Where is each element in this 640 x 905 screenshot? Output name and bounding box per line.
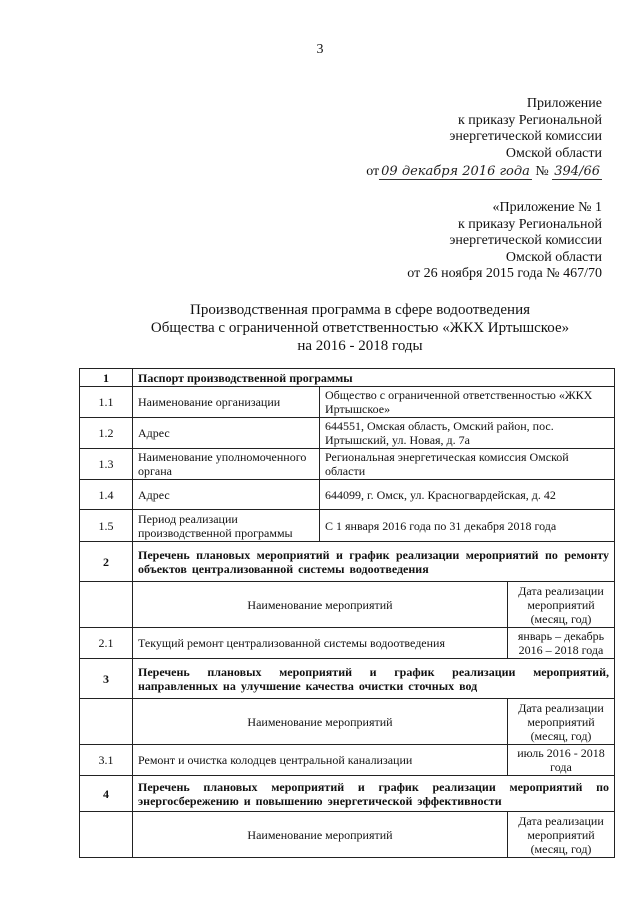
section-row <box>80 659 615 699</box>
header-row <box>80 699 615 745</box>
appendix-line: энергетической комиссии <box>449 233 602 248</box>
column-header-name: Наименование мероприятий <box>133 699 508 745</box>
row-number: 1.1 <box>80 387 133 418</box>
row-number: 1.4 <box>80 480 133 510</box>
row-value: Региональная энергетическая комиссия Омской области <box>320 449 615 480</box>
program-table <box>79 368 615 858</box>
appendix-line: «Приложение № 1 <box>492 200 602 215</box>
column-header-name: Наименование мероприятий <box>133 812 508 858</box>
appendix-line: от 26 ноября 2015 года № 467/70 <box>407 266 602 281</box>
row-number: 3.1 <box>80 745 133 776</box>
row-value: Общество с ограниченной ответственностью «ЖКХ Иртышское» <box>320 387 615 418</box>
row-label: Наименование уполномоченного органа <box>133 449 320 480</box>
row-value: 644099, г. Омск, ул. Красногвардейская, д. 42 <box>320 480 615 510</box>
section-title: Перечень плановых мероприятий и график реализации мероприятий по ремонту объектов централизованной системы водоотведения <box>133 542 615 582</box>
empty-cell <box>80 582 133 628</box>
table-row <box>80 449 615 480</box>
handwritten-number: 394/66 <box>554 164 600 179</box>
row-value: С 1 января 2016 года по 31 декабря 2018 года <box>320 510 615 542</box>
appendix-line: к приказу Региональной <box>457 112 602 128</box>
appendix-header <box>366 96 602 181</box>
header-row <box>80 582 615 628</box>
title-line: Общества с ограниченной ответственностью «ЖКХ Иртышское» <box>150 320 570 336</box>
measure-name: Ремонт и очистка колодцев центральной канализации <box>133 745 508 776</box>
table-row <box>80 510 615 542</box>
row-number: 1.3 <box>80 449 133 480</box>
row-number: 1.2 <box>80 418 133 449</box>
header-row <box>80 812 615 858</box>
row-label: Наименование организации <box>133 387 320 418</box>
column-header-date: Дата реализации мероприятий (месяц, год) <box>508 812 615 858</box>
measure-name: Текущий ремонт централизованной системы водоотведения <box>133 628 508 659</box>
row-number: 2.1 <box>80 628 133 659</box>
section-title: Перечень плановых мероприятий и график реализации мероприятий по энергосбережению и повышению энергетической эффективности <box>133 776 615 812</box>
section-title: Паспорт производственной программы <box>133 369 615 387</box>
column-header-date: Дата реализации мероприятий (месяц, год) <box>508 699 615 745</box>
table-row <box>80 387 615 418</box>
section-number: 1 <box>80 369 133 387</box>
previous-appendix-header <box>407 200 602 283</box>
table-row <box>80 745 615 776</box>
section-title: Перечень плановых мероприятий и график реализации мероприятий, направленных на улучшение качества очистки сточных вод <box>133 659 615 699</box>
document-title <box>0 301 640 355</box>
appendix-line: Омской области <box>505 249 602 265</box>
column-header-name: Наименование мероприятий <box>133 582 508 628</box>
section-row <box>80 776 615 812</box>
section-number: 3 <box>80 659 133 699</box>
appendix-line: Омской области <box>505 145 602 161</box>
column-header-date: Дата реализации мероприятий (месяц, год) <box>508 582 615 628</box>
empty-cell <box>80 699 133 745</box>
table-row <box>80 418 615 449</box>
section-row <box>80 542 615 582</box>
measure-date: июль 2016 - 2018 года <box>508 745 615 776</box>
table-row <box>80 480 615 510</box>
from-prefix: от <box>366 164 380 179</box>
handwritten-date: 09 декабря 2016 года <box>381 164 530 179</box>
section-number: 4 <box>80 776 133 812</box>
title-line: Производственная программа в сфере водоотведения <box>189 302 530 318</box>
page-number: 3 <box>316 42 324 57</box>
measure-date: январь – декабрь 2016 – 2018 года <box>508 628 615 659</box>
number-prefix: № <box>535 164 549 179</box>
row-value: 644551, Омская область, Омский район, пос. Иртышский, ул. Новая, д. 7а <box>320 418 615 449</box>
appendix-line: к приказу Региональной <box>457 216 602 232</box>
table-row <box>80 628 615 659</box>
empty-cell <box>80 812 133 858</box>
row-label: Адрес <box>133 480 320 510</box>
row-label: Период реализации производственной программы <box>133 510 320 542</box>
row-number: 1.5 <box>80 510 133 542</box>
appendix-line: Приложение <box>526 96 602 111</box>
section-number: 2 <box>80 542 133 582</box>
order-date-line <box>366 164 602 181</box>
title-line: на 2016 - 2018 годы <box>297 338 423 354</box>
appendix-line: энергетической комиссии <box>449 129 602 144</box>
section-row <box>80 369 615 387</box>
row-label: Адрес <box>133 418 320 449</box>
